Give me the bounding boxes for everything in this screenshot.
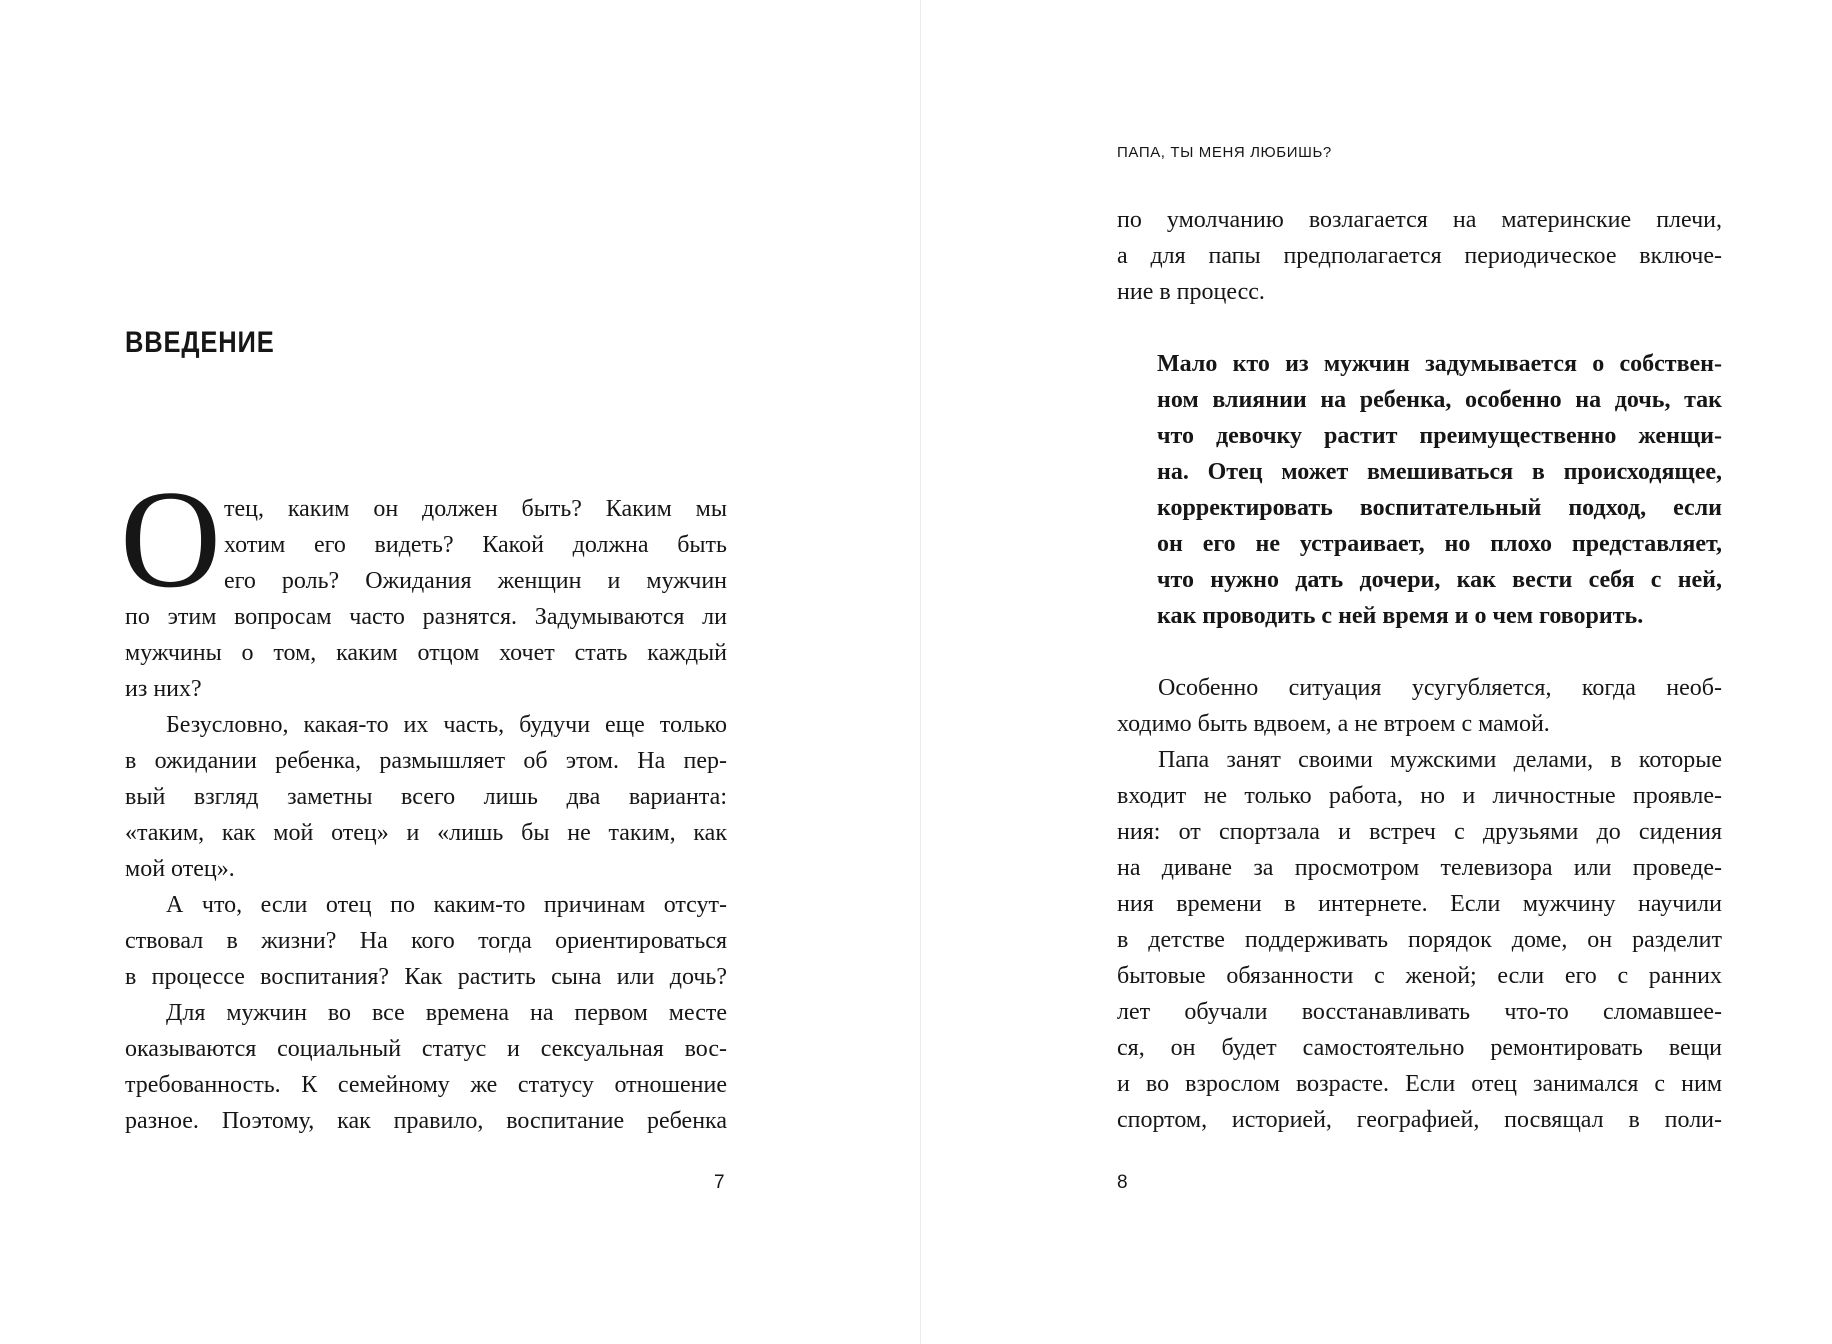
running-head: ПАПА, ТЫ МЕНЯ ЛЮБИШЬ?	[1117, 144, 1332, 161]
body-text-line: спортом, историей, географией, посвящал в поли-	[1117, 1107, 1722, 1133]
body-text-line: А что, если отец по каким-то причинам отсут-	[166, 892, 727, 918]
body-text-line: в детстве поддерживать порядок доме, он разделит	[1117, 927, 1722, 953]
highlighted-text-line: что нужно дать дочери, как вести себя с ней,	[1157, 567, 1722, 593]
body-text-line: входит не только работа, но и личностные проявле-	[1117, 783, 1722, 809]
body-text-line: а для папы предполагается периодическое включе-	[1117, 243, 1722, 269]
body-text-line: ния времени в интернете. Если мужчину научили	[1117, 891, 1722, 917]
body-text-line: ся, он будет самостоятельно ремонтировать вещи	[1117, 1035, 1722, 1061]
body-text-line: Папа занят своими мужскими делами, в которые	[1158, 747, 1722, 773]
body-text-line: Особенно ситуация усугубляется, когда необ-	[1158, 675, 1722, 701]
book-gutter	[920, 0, 921, 1344]
body-text-line: ния: от спортзала и встреч с друзьями до сидения	[1117, 819, 1722, 845]
body-text-line: по этим вопросам часто разнятся. Задумываются ли	[125, 604, 727, 630]
body-text-line: по умолчанию возлагается на материнские плечи,	[1117, 207, 1722, 233]
body-text-line: тец, каким он должен быть? Каким мы	[224, 496, 727, 522]
body-text-line: на диване за просмотром телевизора или проведе-	[1117, 855, 1722, 881]
highlighted-text-line: на. Отец может вмешиваться в происходящее,	[1157, 459, 1722, 485]
body-text-line: бытовые обязанности с женой; если его с ранних	[1117, 963, 1722, 989]
highlighted-text-line: что девочку растит преимущественно женщи-	[1157, 423, 1722, 449]
highlighted-text-line: как проводить с ней время и о чем говорить.	[1157, 603, 1644, 629]
body-text-line: Безусловно, какая-то их часть, будучи еще только	[166, 712, 727, 738]
body-text-line: ствовал в жизни? На кого тогда ориентироваться	[125, 928, 727, 954]
body-text-line: требованность. К семейному же статусу отношение	[125, 1072, 727, 1098]
highlighted-text-line: ном влиянии на ребенка, особенно на дочь, так	[1157, 387, 1722, 413]
highlighted-text-line: Мало кто из мужчин задумывается о собствен-	[1157, 351, 1722, 377]
body-text-line: из них?	[125, 676, 202, 702]
body-text-line: разное. Поэтому, как правило, воспитание ребенка	[125, 1108, 727, 1134]
body-text-line: его роль? Ожидания женщин и мужчин	[224, 568, 727, 594]
body-text-line: в процессе воспитания? Как растить сына или дочь?	[125, 964, 727, 990]
body-text-line: вый взгляд заметны всего лишь два варианта:	[125, 784, 727, 810]
drop-cap: О	[120, 462, 222, 617]
body-text-line: ние в процесс.	[1117, 279, 1265, 305]
body-text-line: хотим его видеть? Какой должна быть	[224, 532, 727, 558]
body-text-line: лет обучали восстанавливать что-то сломавшее-	[1117, 999, 1722, 1025]
page-number-left: 7	[714, 1172, 725, 1193]
body-text-line: ходимо быть вдвоем, а не втроем с мамой.	[1117, 711, 1550, 737]
chapter-heading: ВВЕДЕНИЕ	[125, 326, 275, 359]
body-text-line: мой отец».	[125, 856, 235, 882]
highlighted-text-line: он его не устраивает, но плохо представляет,	[1157, 531, 1722, 557]
body-text-line: «таким, как мой отец» и «лишь бы не таким, как	[125, 820, 727, 846]
highlighted-text-line: корректировать воспитательный подход, если	[1157, 495, 1722, 521]
body-text-line: оказываются социальный статус и сексуальная вос-	[125, 1036, 727, 1062]
page-number-right: 8	[1117, 1172, 1128, 1193]
body-text-line: Для мужчин во все времена на первом месте	[166, 1000, 727, 1026]
body-text-line: мужчины о том, каким отцом хочет стать каждый	[125, 640, 727, 666]
body-text-line: в ожидании ребенка, размышляет об этом. На пер-	[125, 748, 727, 774]
body-text-line: и во взрослом возрасте. Если отец занимался с ним	[1117, 1071, 1722, 1097]
